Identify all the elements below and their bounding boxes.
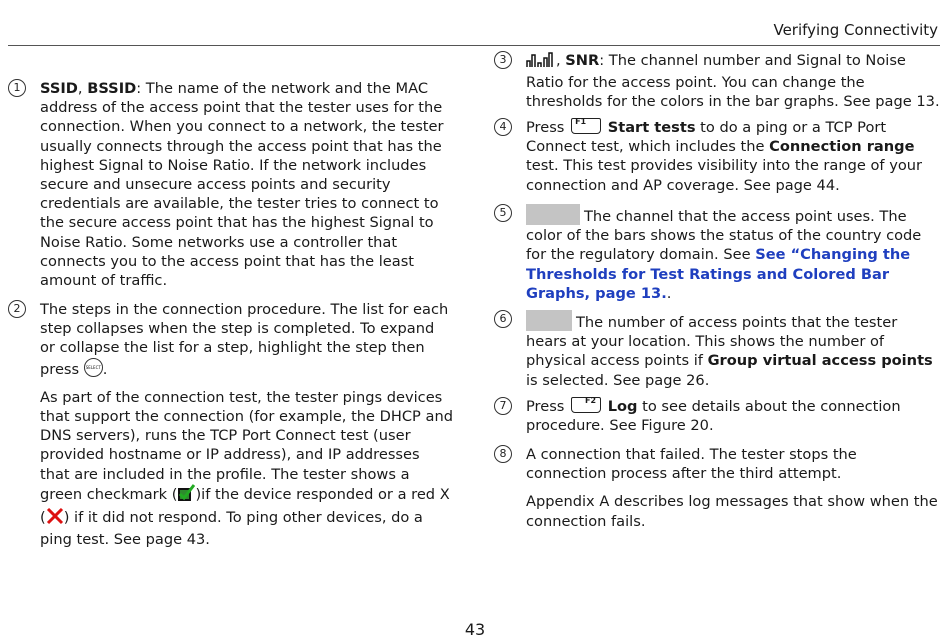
callout-item-6 [494,310,940,399]
callout-item-4 [494,118,940,204]
callout-text [526,118,940,195]
callout-number: 4 [494,118,512,136]
select-key-icon: SELECT [84,358,103,377]
callout-number: 6 [494,310,512,328]
description: is selected. See page 26. [526,371,710,389]
description: : The name of the network and the MAC address of the access point that the tester uses for the connection. When you connect to a network, the tester usually connects through the access point that has the highest Signal to Noise Ratio. If the network includes secure and unsecure access points and security credentials are available, the tester tries to connect to the secure access point that has the highest Signal to Noise Ratio. Some networks use a controller that connects you to the access point that has the least amount of traffic. [40,80,444,290]
key-label: F1 [575,117,587,126]
callout-number: 5 [494,204,512,222]
description: A connection that failed. The tester stops the connection process after the third attempt. [526,446,857,483]
callout-number: 2 [8,300,26,318]
callout-item-7 [494,397,940,444]
description: )if the device responded or a red X ( [40,485,450,527]
description: ) if it did not respond. To ping other devices, do a ping test. See page 43. [40,509,423,549]
callout-text [526,445,940,531]
press-label: Press [526,119,570,136]
description: The steps in the connection procedure. The list for each step collapses when the step is completed. To expand or collapse the list for a step, highlight the step then press [40,301,449,378]
description: to do a ping or a TCP Port Connect test, which includes the [526,119,887,156]
callout-text: , SNR: The channel number and Signal to Noise Ratio for the access point. You can change the thresholds for the colors in the bar graphs. See page 13. [526,52,940,111]
f1-key-icon [571,118,601,134]
description: The channel that the access point uses. The color of the bars shows the status of the country code for the regulatory domain. See [526,208,922,264]
thresholds-link[interactable]: See “Changing the Thresholds for Test Ratings and Colored Bar Graphs, page 13. [526,246,911,302]
term-group-virtual-access-points: Group virtual access points [707,352,933,370]
red-x-icon [46,507,64,530]
punctuation: . [102,360,108,378]
callout-text [526,204,940,303]
section-header: Verifying Connectivity [773,21,938,39]
action-log: Log [607,398,638,415]
callout-number: 3 [494,51,512,69]
callout-text [40,300,453,549]
callout-item-1 [8,79,453,299]
key-label: F2 [585,396,597,405]
description: Appendix A describes log messages that show when the connection fails. [526,493,938,530]
term-ssid: SSID [40,80,78,97]
description: The number of access points that the tester hears at your location. This shows the number of physical access points if [526,314,898,370]
f2-key-icon [571,397,601,413]
callout-item-8 [494,445,940,540]
callout-number: 1 [8,79,26,97]
channel-bar-placeholder [526,204,580,225]
callout-number: 7 [494,397,512,415]
callout-item-5 [494,204,940,312]
description: to see details about the connection procedure. See Figure 20. [526,398,901,435]
callout-text [526,310,940,390]
term-snr: SNR [565,52,600,69]
punctuation: . [666,284,672,302]
page-number: 43 [464,620,486,639]
press-label: Press [526,398,570,415]
header-rule [8,45,940,46]
callout-number: 8 [494,445,512,463]
green-checkmark-icon [177,484,195,507]
callout-item-3 [494,51,940,121]
callout-item-2 [8,300,453,558]
description: test. This test provides visibility into the range of your connection and AP coverage. See page 44. [526,157,923,194]
term-connection-range: Connection range [769,138,915,156]
action-start-tests: Start tests [607,119,696,136]
ap-count-placeholder [526,310,572,331]
callout-text [40,79,453,290]
description: : The channel number and Signal to Noise Ratio for the access point. You can change the thresholds for the colors in the bar graphs. See page 13. [526,52,940,111]
separator: , [77,80,88,97]
term-bssid: BSSID [87,80,137,97]
description: As part of the connection test, the tester pings devices that support the connection (for example, the DHCP and DNS servers), runs the TCP Port Connect test (user provided hostname or IP address), and IP addresses that are included in the profile. The tester shows a green checkmark ( [40,388,453,503]
callout-text [526,397,940,435]
signal-bars-icon [526,52,556,73]
